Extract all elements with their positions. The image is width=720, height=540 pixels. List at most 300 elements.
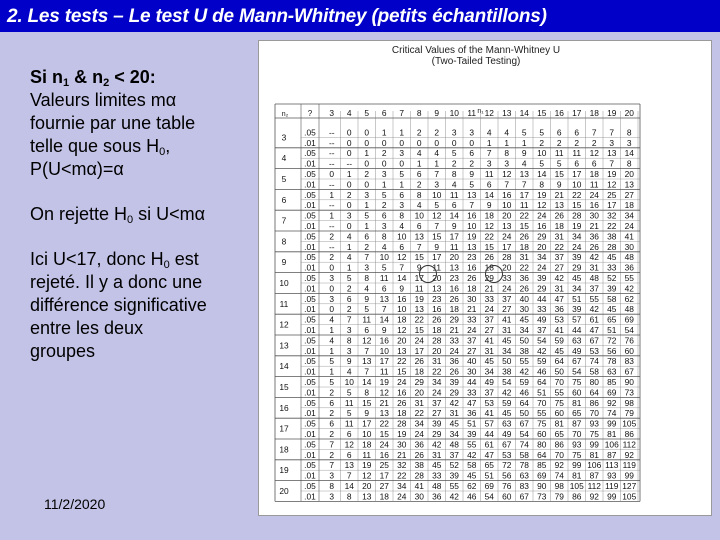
table-cell: 7 [364,252,370,263]
table-cell: 0 [346,179,352,190]
table-cell: 9 [399,283,405,294]
table-cell: 36 [624,262,634,273]
table-cell: 26 [484,252,494,263]
table-cell: 39 [467,429,477,439]
table-cell: 13 [362,491,372,502]
n1-header: n₁ [477,108,484,115]
table-cell: 13 [449,262,459,273]
table-cell: 86 [572,491,582,502]
table-cell: 10 [379,345,389,356]
table-cell: 29 [484,273,494,283]
table-cell: 45 [607,252,617,263]
table-cell: 3 [486,158,492,169]
table-cell: 42 [537,345,547,356]
table-cell: 41 [624,231,634,242]
table-cell: 4 [329,314,335,325]
table-cell: 24 [589,189,599,200]
table-cell: 16 [589,200,599,211]
table-cell: 0 [329,262,335,273]
table-cell: 98 [624,397,634,408]
table-cell: 63 [502,418,512,429]
table-cell: 54 [519,429,529,439]
table-cell: 5 [399,169,405,179]
table-cell: 92 [607,397,617,408]
table-cell: 18 [362,439,372,450]
table-cell: 0 [381,158,387,169]
table-cell: 61 [589,314,599,325]
table-cell: 67 [572,356,582,367]
table-cell: 54 [624,325,634,335]
table-cell: 29 [449,314,459,325]
table-cell: 4 [451,179,457,190]
table-cell: 54 [502,377,512,387]
column-header: 16 [554,108,564,118]
table-cell: -- [328,241,335,252]
table-cell: 2 [329,387,335,398]
table-cell: 39 [537,273,547,283]
table-cell: 5 [346,387,352,398]
table-cell: 4 [364,283,370,294]
table-cell: 31 [502,325,512,335]
table-cell: 19 [397,429,407,439]
table-cell: 55 [467,439,477,450]
table-cell: 10 [572,179,582,190]
table-cell: 16 [502,189,512,200]
table-cell: 45 [554,345,564,356]
alpha-value: .01 [304,179,316,190]
table-cell: 37 [449,449,459,460]
table-cell: 7 [399,262,405,273]
table-cell: 6 [399,189,405,200]
table-cell: 13 [379,408,389,419]
table-cell: 14 [449,210,459,221]
table-cell: 85 [607,377,617,387]
table-cell: 16 [397,387,407,398]
table-cell: 17 [379,470,389,481]
column-header: 18 [589,108,599,118]
table-cell: 74 [589,356,599,367]
table-cell: 11 [414,283,424,294]
table-cell: 99 [607,491,617,502]
table-cell: 13 [397,345,407,356]
table-cell: 59 [519,377,529,387]
n2-value: 16 [279,402,289,413]
table-cell: 34 [624,210,634,221]
table-cell: 0 [416,137,422,148]
table-cell: -- [328,200,335,211]
table-cell: 17 [607,200,617,211]
table-cell: 26 [467,273,477,283]
table-cell: 2 [556,137,562,148]
table-cell: 4 [399,221,405,231]
conclusion-line-3: différence significative [30,295,207,315]
table-cell: 6 [574,127,580,138]
table-cell: 38 [607,231,617,242]
table-cell: 90 [537,481,547,491]
table-cell: 19 [572,221,582,231]
table-cell: 119 [605,481,619,491]
table-cell: 106 [604,439,619,450]
table-cell: 64 [537,377,547,387]
alpha-value: .01 [304,449,316,460]
table-cell: 15 [432,231,442,242]
table-cell: 24 [397,377,407,387]
alpha-value: .05 [304,210,316,221]
table-cell: 67 [624,366,634,377]
table-cell: 14 [484,189,494,200]
table-cell: 26 [519,283,529,294]
table-cell: 20 [449,252,459,263]
table-cell: 16 [467,210,477,221]
column-header: 4 [346,108,352,118]
table-cell: 10 [432,189,442,200]
table-cell: 50 [502,356,512,367]
table-cell: 60 [537,429,547,439]
table-cell: 18 [397,314,407,325]
table-cell: 20 [624,169,634,179]
alpha-value: .05 [304,127,316,138]
table-cell: 30 [467,293,477,304]
alpha-value: .05 [304,252,316,263]
n2-value: 19 [279,465,289,476]
table-cell: 9 [469,169,475,179]
table-cell: 0 [364,127,370,138]
table-cell: 5 [364,304,370,315]
column-header: 5 [364,108,370,118]
table-cell: 61 [484,439,494,450]
table-cell: 6 [381,283,387,294]
table-cell: 19 [362,460,372,471]
table-cell: 99 [607,418,617,429]
table-cell: 4 [381,241,387,252]
table-cell: 12 [344,439,354,450]
table-cell: 21 [449,325,459,335]
table-cell: 9 [556,179,562,190]
table-cell: 0 [329,169,335,179]
table-cell: 65 [554,429,564,439]
table-cell: 6 [346,429,352,439]
table-cell: 54 [484,491,494,502]
table-cell: 18 [432,325,442,335]
table-cell: 42 [519,366,529,377]
table-cell: 41 [502,314,512,325]
table-cell: 18 [379,491,389,502]
table-cell: 45 [432,460,442,471]
table-cell: 11 [344,397,354,408]
table-cell: 4 [416,200,422,211]
alpha-value: .01 [304,137,316,148]
table-cell: 2 [329,408,335,419]
table-cell: 17 [432,252,442,263]
table-cell: 48 [624,252,634,263]
table-cell: 36 [414,439,424,450]
table-cell: 58 [519,449,529,460]
table-cell: 6 [416,221,422,231]
table-cell: 0 [399,137,405,148]
n2-value: 6 [281,194,287,205]
table-cell: 26 [449,366,459,377]
table-cell: 9 [486,200,492,211]
table-cell: 47 [467,397,477,408]
column-header: 8 [416,108,422,118]
table-cell: 11 [379,273,389,283]
table-cell: 36 [449,356,459,367]
table-cell: 42 [624,283,634,294]
table-cell: 86 [589,397,599,408]
table-cell: 7 [434,169,440,179]
table-cell: 21 [397,449,407,460]
n2-value: 4 [281,153,287,164]
table-cell: 50 [554,366,564,377]
table-cell: 30 [414,491,424,502]
table-cell: 1 [329,325,335,335]
table-cell: 8 [451,169,457,179]
condition-line: Si $n_1$ & $n_2 < 20$: [30,67,156,89]
table-cell: 26 [519,231,529,242]
table-cell: 55 [554,387,564,398]
table-cell: 15 [379,429,389,439]
table-cell: 50 [519,408,529,419]
table-cell: -- [328,137,335,148]
table-cell: 4 [521,158,527,169]
table-cell: 17 [572,169,582,179]
table-cell: 26 [554,210,564,221]
table-cell: 1 [329,189,335,200]
table-cell: 12 [484,221,494,231]
table-cell: 0 [451,137,457,148]
table-cell: 105 [569,481,584,491]
table-cell: 49 [537,314,547,325]
table-cell: 11 [484,169,494,179]
table-cell: 7 [364,366,370,377]
table-cell: -- [328,179,335,190]
table-cell: 112 [587,481,601,491]
table-cell: 79 [554,491,564,502]
table-cell: 10 [502,200,512,211]
alpha-value: .01 [304,221,316,231]
table-cell: 26 [432,314,442,325]
table-cell: 87 [607,449,617,460]
table-cell: 34 [449,429,459,439]
table-cell: 12 [362,470,372,481]
table-cell: -- [328,148,335,159]
table-cell: 92 [554,460,564,471]
table-cell: 19 [379,377,389,387]
table-cell: 1 [364,200,370,211]
table-cell: 1 [399,127,405,138]
table-cell: 22 [519,262,529,273]
table-cell: 10 [379,252,389,263]
table-cell: 93 [589,418,599,429]
table-cell: 22 [379,418,389,429]
table-cell: 60 [502,491,512,502]
table-cell: 67 [589,335,599,346]
table-cell: 28 [572,210,582,221]
column-header: 15 [537,108,547,118]
table-cell: 34 [432,377,442,387]
table-cell: 57 [572,314,582,325]
table-cell: 62 [467,481,477,491]
table-cell: 59 [554,335,564,346]
table-cell: 24 [537,262,547,273]
table-cell: 25 [379,460,389,471]
table-cell: 20 [537,241,547,252]
table-cell: 17 [502,241,512,252]
table-cell: 57 [484,418,494,429]
table-cell: 9 [364,293,370,304]
table-cell: 39 [449,470,459,481]
table-cell: 52 [607,273,617,283]
table-cell: 13 [554,200,564,211]
table-cell: 63 [572,335,582,346]
table-cell: 34 [397,481,407,491]
table-cell: 46 [519,387,529,398]
table-cell: 8 [381,231,387,242]
table-cell: 21 [379,397,389,408]
table-cell: 2 [381,148,387,159]
table-cell: 24 [484,304,494,315]
table-cell: 4 [346,231,352,242]
critical-values-table [258,40,712,516]
table-cell: 13 [467,189,477,200]
table-cell: 2 [381,200,387,211]
table-cell: 7 [469,200,475,211]
alpha-value: .05 [304,293,316,304]
table-cell: 5 [329,377,335,387]
table-cell: -- [328,158,335,169]
table-cell: 7 [609,127,615,138]
table-cell: 49 [572,345,582,356]
table-cell: 32 [397,460,407,471]
table-cell: 20 [432,345,442,356]
table-cell: 64 [519,397,529,408]
table-cell: 24 [502,231,512,242]
table-cell: 2 [346,189,352,200]
conclusion-line-5: groupes [30,341,96,361]
table-cell: 53 [502,449,512,460]
table-cell: 30 [467,366,477,377]
table-cell: 3 [329,470,335,481]
table-cell: 0 [434,137,440,148]
table-cell: 1 [521,137,527,148]
table-cell: 45 [449,418,459,429]
table-cell: 31 [519,252,529,263]
table-cell: 28 [432,335,442,346]
table-cell: 4 [346,366,352,377]
table-cell: 1 [329,210,335,221]
table-cell: 63 [607,366,617,377]
column-header: 19 [607,108,617,118]
table-cell: 32 [607,210,617,221]
table-cell: 37 [537,325,547,335]
table-cell: 99 [624,470,634,481]
table-cell: 16 [397,293,407,304]
table-cell: 3 [451,127,457,138]
table-cell: 11 [449,189,459,200]
alpha-value: .05 [304,335,316,346]
table-cell: -- [346,158,353,169]
table-cell: 11 [362,314,372,325]
table-cell: 21 [554,189,564,200]
table-cell: 11 [589,179,599,190]
table-cell: 33 [502,273,512,283]
table-cell: 3 [434,179,440,190]
table-cell: 20 [414,387,424,398]
table-cell: 69 [537,470,547,481]
table-cell: 6 [556,127,562,138]
table-cell: 34 [572,283,582,294]
table-cell: 2 [329,231,335,242]
table-cell: 17 [414,345,424,356]
table-cell: 113 [605,460,619,471]
alpha-value: .05 [304,148,316,159]
table-cell: 13 [414,304,424,315]
table-cell: 2 [329,429,335,439]
table-cell: 14 [362,377,372,387]
n2-value: 5 [281,174,287,184]
table-cell: 3 [346,325,352,335]
table-cell: 51 [572,293,582,304]
alpha-value: .01 [304,491,316,502]
table-cell: 16 [432,304,442,315]
definition-line-4: P(U<mα)=α [30,159,124,179]
table-cell: 15 [554,169,564,179]
alpha-value: .01 [304,304,316,315]
column-header: 14 [519,108,529,118]
table-cell: 24 [414,429,424,439]
table-cell: 58 [607,293,617,304]
table-cell: 1 [346,241,352,252]
table-cell: 36 [554,304,564,315]
table-cell: 63 [519,470,529,481]
table-cell: 36 [519,273,529,283]
table-cell: 15 [484,241,494,252]
table-cell: 50 [519,335,529,346]
table-cell: 73 [537,491,547,502]
table-cell: 34 [502,345,512,356]
table-cell: 12 [379,387,389,398]
table-cell: 22 [572,189,582,200]
table-cell: 41 [414,481,424,491]
table-cell: 7 [329,460,335,471]
table-cell: 72 [607,335,617,346]
table-cell: 8 [504,148,510,159]
table-cell: 37 [484,314,494,325]
table-cell: 2 [539,137,545,148]
table-cell: 18 [624,200,634,211]
table-cell: 54 [572,366,582,377]
table-cell: 19 [537,189,547,200]
table-cell: 119 [622,460,636,471]
table-cell: 55 [519,356,529,367]
table-cell: 39 [572,304,582,315]
table-cell: 0 [329,283,335,294]
table-cell: 48 [624,304,634,315]
table-cell: 12 [502,169,512,179]
table-cell: 7 [329,439,335,450]
table-cell: 64 [537,449,547,460]
table-cell: 12 [607,179,617,190]
table-cell: 93 [607,470,617,481]
definition-line-3: telle que sous $H_0$, [30,136,171,158]
table-cell: 0 [364,137,370,148]
table-cell: 67 [502,439,512,450]
table-cell: 31 [484,345,494,356]
table-cell: 76 [624,335,634,346]
table-cell: 62 [624,293,634,304]
table-cell: 6 [469,148,475,159]
table-cell: 9 [451,221,457,231]
